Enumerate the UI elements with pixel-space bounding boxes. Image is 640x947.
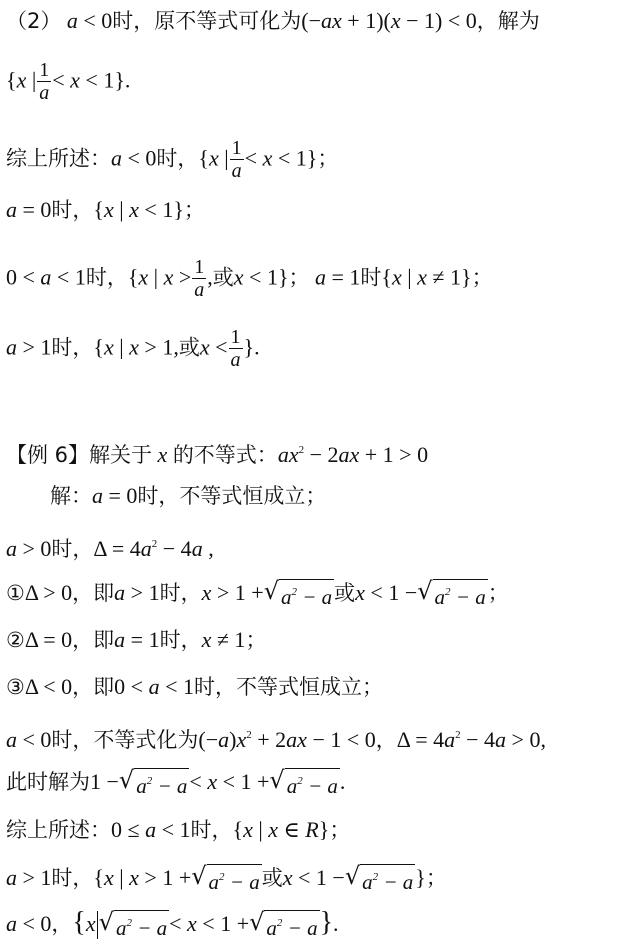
solution-line-9: a > 1时，{x | x > 1 + √ $a^2 - a$ 或x < 1 − √ $a^2 - a$ }； <box>6 862 447 894</box>
sqrt: √ $a^2 - a$ <box>417 577 486 609</box>
line-a-gt-1: a > 1时，{x | x > 1,或x < $\frac{1}{a}$ }. <box>6 326 260 371</box>
line-a-zero: a = 0时，{x | x < 1}； <box>6 197 205 222</box>
fraction: $\frac{1}{a}$ <box>39 59 50 104</box>
fraction: $\frac{1}{a}$ <box>230 326 241 371</box>
vertical-bar <box>97 911 98 939</box>
solution-line-6: a < 0时，不等式化为$(-a)x^2 + 2ax - 1 < 0$，$\Delta = 4a^2 - 4a > 0$, <box>6 727 546 752</box>
solution-line-10: a < 0，{x √ $a^2 - a$ < x < 1 + √ $a^2 - a$ }. <box>6 907 339 940</box>
line-summary-1: 综上所述：a < 0时，{x | $\frac{1}{a}$ < x < 1}； <box>6 137 339 182</box>
sqrt: √ $a^2 - a$ <box>269 766 338 798</box>
solution-line-4: ②Δ = 0，即a = 1时，x ≠ 1； <box>6 627 267 652</box>
solution-line-1: 解：a = 0时，不等式恒成立； <box>50 483 327 508</box>
line-solution-set: {x | $\frac{1}{a}$ < x < 1}. <box>6 59 131 104</box>
solution-line-7: 此时解为1 − √ $a^2 - a$ < x < 1 + √ $a^2 - a$ . <box>6 766 346 798</box>
sqrt: √ $a^2 - a$ <box>118 766 188 798</box>
line-0-a-1: 0 < a < 1时，{x | x > $\frac{1}{a}$ ,或x < 1}； a = 1时{x | x ≠ 1}； <box>6 256 493 301</box>
example-6-title: 【例 6】解关于 x 的不等式：$ax^2 - 2ax + 1 > 0$ <box>6 442 429 467</box>
solution-line-5: ③Δ < 0，即0 < a < 1时，不等式恒成立； <box>6 674 384 699</box>
solution-line-3: ①Δ > 0，即a > 1时，x > 1 + √ $a^2 - a$ 或x < 1 − √ $a^2 - a$ ； <box>6 577 509 609</box>
sqrt: √ $a^2 - a$ <box>344 862 414 894</box>
fraction: $\frac{1}{a}$ <box>194 256 205 301</box>
sqrt: √ $a^2 - a$ <box>263 577 333 609</box>
solution-line-2: a > 0时，$\Delta = 4a^2 - 4a$ , <box>6 536 214 561</box>
line-case2: （2） a < 0时，原不等式可化为(−ax + 1)(x − 1) < 0，解为 <box>6 8 540 33</box>
sqrt: √ $a^2 - a$ <box>98 908 168 940</box>
sqrt: √ $a^2 - a$ <box>249 908 318 940</box>
solution-line-8: 综上所述：0 ≤ a < 1时，{x | x ∈ R}； <box>6 817 351 842</box>
fraction: $\frac{1}{a}$ <box>231 137 242 182</box>
sqrt: √ $a^2 - a$ <box>191 862 260 894</box>
